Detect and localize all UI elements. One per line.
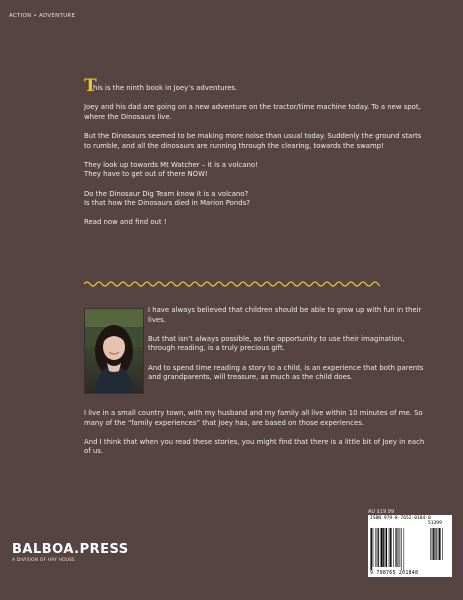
publisher-name: BALBOA.PRESS xyxy=(12,542,129,557)
wavy-divider xyxy=(84,279,380,289)
blurb-paragraph-5 xyxy=(84,190,424,209)
isbn-barcode xyxy=(368,515,452,577)
isbn-number: ISBN 979-8-7652-0184-8 xyxy=(370,516,431,521)
back-cover-blurb xyxy=(84,76,424,238)
bio-paragraph-5: And I think that when you read these stories, you might find that there is a little bit of Joey in each of us. xyxy=(84,437,425,456)
author-photo xyxy=(84,308,144,394)
blurb-paragraph-1 xyxy=(84,76,424,96)
blurb-first-line: his is the ninth book in Joey’s adventures. xyxy=(93,84,238,92)
price-label: AU $19.99 xyxy=(368,509,395,515)
bio-paragraph-3: And to spend time reading a story to a child, is an experience that both parents and grandparents, will treasure, as much as the child does. xyxy=(148,363,424,382)
barcode-bars xyxy=(370,528,450,570)
author-bio-full xyxy=(84,409,430,467)
blurb-line-escape: They have to get out of there NOW! xyxy=(84,170,208,179)
drop-cap: T xyxy=(84,76,97,96)
blurb-line-volcano: They look up towards Mt Watcher – it is a volcano! xyxy=(84,160,258,169)
blurb-call-to-action: Read now and find out ! xyxy=(84,218,167,227)
blurb-paragraph-4 xyxy=(84,161,424,180)
bio-paragraph-2: But that isn’t always possible, so the opportunity to use their imagination, through reading, is a truly precious gift. xyxy=(148,334,405,353)
genre-label: ACTION • ADVENTURE xyxy=(9,13,76,19)
bio-paragraph-1: I have always believed that children should be able to grow up with fun in their lives. xyxy=(148,306,422,324)
barcode-digits: 9 798765 201848 xyxy=(370,570,419,576)
blurb-question-2: Is that how the Dinosaurs died in Marion Ponds? xyxy=(84,199,250,208)
publisher-logo xyxy=(12,542,129,563)
blurb-question-1: Do the Dinosaur Dig Team know it is a volcano? xyxy=(84,189,249,198)
bio-paragraph-4: I live in a small country town, with my husband and my family all live within 10 minutes of me. So many of the “family experiences” that Joey has, are based on those experiences. xyxy=(84,409,423,427)
author-bio-side xyxy=(148,306,430,392)
blurb-paragraph-3: But the Dinosaurs seemed to be making more noise than usual today. Suddenly the ground starts to rumble, and all the dinosaurs are running through the clearing, towards the swamp! xyxy=(84,131,422,150)
blurb-paragraph-2: Joey and his dad are going on a new adventure on the tractor/time machine today. To a new spot, where the Dinosaurs live. xyxy=(84,103,421,121)
barcode-addon-digits: 51399 xyxy=(428,521,442,526)
publisher-subtitle: A DIVISION OF HAY HOUSE xyxy=(12,558,76,563)
